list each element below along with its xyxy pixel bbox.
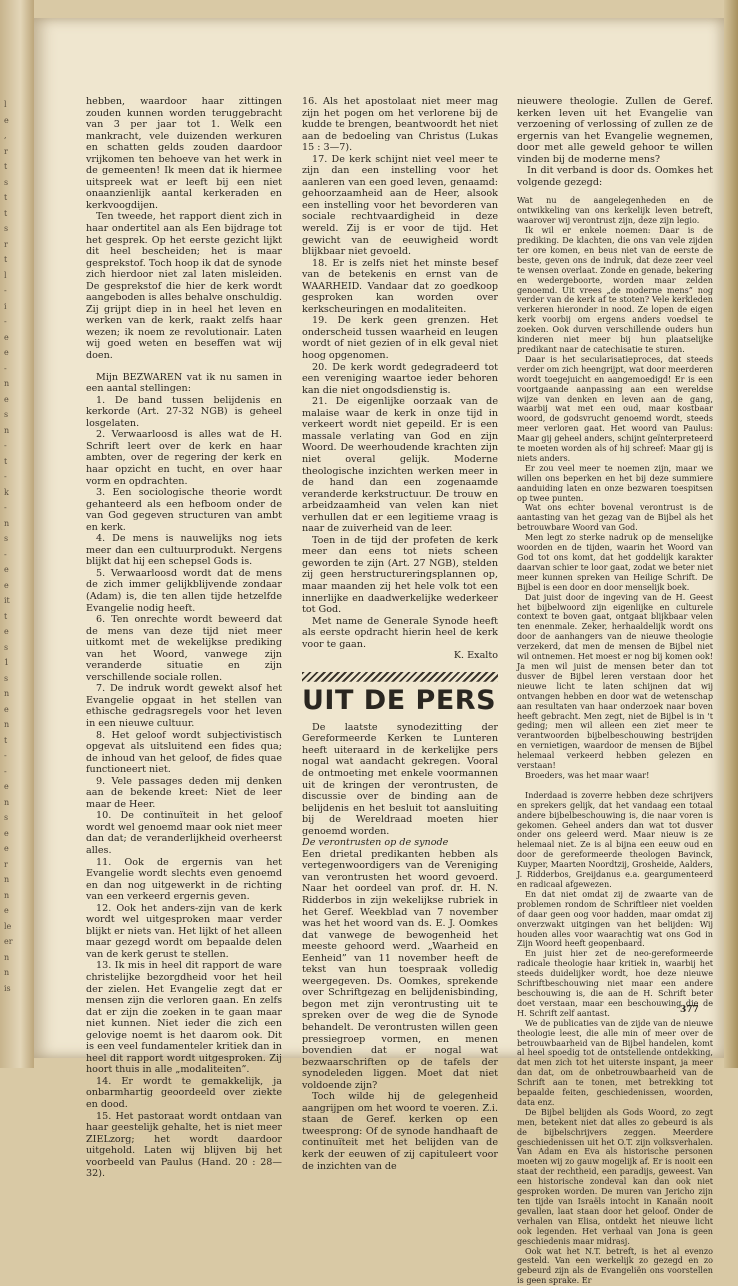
- margin-fragment: is: [4, 983, 11, 993]
- margin-fragment: t: [4, 162, 8, 171]
- paragraph: 19. De kerk geen grenzen. Het onderscheid tussen waarheid en leugen wordt of niet gezien of in elk geval niet hoog opgenomen.: [302, 315, 498, 362]
- section-heading: UIT DE PERS: [302, 684, 497, 716]
- paragraph: De Bijbel belijden als Gods Woord, zo zegt men, betekent niet dat alles zo gebeurd is als de bijbelschrijvers zeggen. Meerdere geschiedenissen uit het O.T. zijn volksverhalen. Van Adam en Eva als historische personen moeten wij zo gauw mogelijk af. Er is nooit een staat der rechtheid, een paradijs, geweest. Van een historische zondeval kan dan ook niet gesproken worden. De muren van Jericho zijn ten tijde van Israëls intocht in Kanaän nooit gevallen, laat staan door het geloof. Onder de verhalen van Elisa, ontdekt het nieuwe licht ook legenden. Het verhaal van Jona is geen geschiedenis maar midrasj.: [517, 1106, 713, 1246]
- column-2: [302, 96, 498, 1172]
- article-end-section: [302, 96, 498, 650]
- paragraph: Er zou veel meer te noemen zijn, maar we willen ons beperken en het bij deze summiere aanduiding laten en onze bezwaren toespitsen op twee punten.: [517, 462, 713, 503]
- paragraph: 3. Een sociologische theorie wordt gehanteerd als een hefboom onder de van God gegeven structuren van ambt en kerk.: [86, 487, 282, 533]
- margin-fragment: t: [4, 611, 8, 621]
- margin-fragment: e: [4, 115, 9, 125]
- margin-fragment: s: [4, 177, 9, 187]
- margin-fragment: s: [4, 813, 9, 822]
- margin-fragment: t: [4, 456, 8, 466]
- paragraph: 6. Ten onrechte wordt beweerd dat de mens van deze tijd niet meer uitkomt met de wekelijkse prediking van het Woord, vanwege zijn veranderde situatie en zijn verschillende sociale rollen.: [86, 614, 282, 683]
- margin-fragment: i: [4, 301, 7, 311]
- margin-fragment: -: [4, 472, 7, 481]
- margin-fragment: e: [4, 332, 9, 342]
- margin-fragment: t: [4, 208, 8, 218]
- paragraph: 17. De kerk schijnt niet veel meer te zijn dan een instelling voor het aanleren van een goed leven, genaamd: gehoorzaamheid aan de Heer, alsook een instelling voor het bevorderen van sociale rechtvaardigheid in deze wereld. Zij is er voor de tijd. Het gewicht van de eeuwigheid wordt blijkbaar niet gevoeld.: [302, 153, 498, 258]
- margin-fragment: n: [4, 890, 10, 900]
- paragraph: We de publicaties van de zijde van de nieuwe theologie leest, die alle min of meer over de betrouwbaarheid van de Bijbel handelen, komt al heel spoedig tot de ontstellende ontdekking, dat men zich tot het uiterste inspant, ja meer dan dat, om de onbetrouwbaarheid van de Schrift aan te tonen, met betrekking tot bepaalde feiten, geschiedenissen, woorden, data enz.: [517, 1017, 713, 1107]
- margin-fragment: r: [4, 859, 8, 869]
- paragraph: 16. Als het apostolaat niet meer mag zijn het pogen om het verlorene bij de kudde te brengen, beantwoordt het niet aan de bedoeling van Christus (Lukas 15 : 3—7).: [302, 96, 498, 154]
- margin-fragment: -: [4, 317, 7, 326]
- paragraph: Een drietal predikanten hebben als vertegenwoordigers van de Vereniging van verontrusten het woord gevoerd. Naar het oordeel van prof. dr. H. N. Ridderbos in zijn wekelijkse rubriek in het Geref. Weekblad van 7 november was het het woord van ds. E. J. Oomkes dat vanwege de bewogenheid het meeste gehoord werd. „Waarheid en Eenheid” van 11 november heeft de tekst van hun toespraak volledig weergegeven. Ds. Oomkes, sprekende over Schriftgezag en belijdenisbinding, begon met zijn verontrusting uit te spreken over de weg die de Synode behandelt. De verontrusten willen geen pressiegroep vormen, en menen bovendien dat er nogal wat bezwaarschriften op de tafels der synodeleden liggen. Moet dat niet voldoende zijn?: [302, 848, 498, 1091]
- margin-fragment: -: [4, 286, 7, 295]
- paragraph: 15. Het pastoraat wordt ontdaan van haar geestelijk gehalte, het is niet meer ZIELzorg; het wordt daardoor uitgehold. Laten wij blijven bij het voorbeeld van Paulus (Hand. 20 : 28—32).: [86, 1110, 282, 1180]
- margin-fragment: r: [4, 146, 8, 156]
- margin-fragment: ,: [4, 131, 7, 140]
- paragraph: 12. Ook het anders-zijn van de kerk wordt wel uitgesproken maar verder blijkt er niets van. Het lijkt of het alleen maar gezegd wordt om bepaalde delen van de kerk gerust te stellen.: [86, 902, 282, 960]
- margin-fragment: it: [4, 596, 10, 605]
- margin-fragment: n: [4, 968, 10, 977]
- paragraph: Toch wilde hij de gelegenheid aangrijpen om het woord te voeren. Z.i. staan de Geref. kerken op een tweesprong: Of de synode handhaaft de continuïteit met het belijden van de kerk der eeuwen of zij capituleert voor de inzichten van de: [302, 1091, 498, 1172]
- quoted-speech: [517, 196, 713, 1286]
- margin-fragment: n: [4, 518, 10, 528]
- margin-fragment: n: [4, 379, 10, 388]
- margin-fragment: e: [4, 348, 9, 357]
- margin-fragment: -: [4, 363, 7, 373]
- margin-fragment: s: [4, 224, 9, 233]
- margin-fragment: 1: [4, 658, 10, 667]
- paragraph: 1. De band tussen belijdenis en kerkorde (Art. 27-32 NGB) is geheel losgelaten.: [86, 394, 282, 429]
- margin-fragment: t: [4, 735, 8, 745]
- paragraph: 4. De mens is nauwelijks nog iets meer dan een cultuurprodukt. Nergens blijkt dat hij een schepsel Gods is.: [86, 533, 282, 568]
- paragraph: 21. De eigenlijke oorzaak van de malaise waar de kerk in onze tijd in verkeert wordt niet gepeild. Er is een massale verlating van God en zijn Woord. De weerhoudende krachten zijn niet overal gelijk. Moderne theologische inzichten werken meer in de hand dan een zogenaamde veranderde kerkstructuur. De trouw en arbeidzaamheid van velen kan niet verhullen dat er een legitieme vraag is naar de zuiverheid van de leer.: [302, 396, 498, 535]
- paragraph: In dit verband is door ds. Oomkes het volgende gezegd:: [517, 165, 713, 188]
- margin-fragment: -: [4, 751, 7, 760]
- margin-fragment: e: [4, 844, 9, 853]
- paragraph: 2. Verwaarloosd is alles wat de H. Schrift leert over de kerk en haar ambten, over de regering der kerk en haar opzicht en tucht, en over haar vorm en opdrachten.: [86, 429, 282, 487]
- paragraph: 7. De indruk wordt gewekt alsof het Evangelie opgaat in het stellen van ethische gedragsregels voor het leven in een nieuwe cultuur.: [86, 683, 282, 729]
- paragraph: Ik wil er enkele noemen: Daar is de prediking. De klachten, die ons van vele zijden ter ore komen, en beus niet van de eerste de beste, geven ons de indruk, dat deze zeer veel te wensen overlaat. Zonde en genade, bekering en wedergeboorte, worden maar zelden genoemd. Uit vrees „de moderne mens” nog verder van de kerk af te stoten? Vele kerkleden verkeren hieronder in nood. Ze lopen de eigen kerk voorbij om ergens anders voedsel te zoeken. Ook durven verschillende ouders hun kinderen niet meer bij hun plaatselijke predikant naar de catechisatie te sturen.: [517, 225, 713, 354]
- margin-fragment: e: [4, 394, 9, 404]
- margin-fragment: er: [4, 937, 13, 946]
- margin-fragment: -: [4, 503, 7, 512]
- margin-fragment: s: [4, 642, 9, 652]
- paragraph: 20. De kerk wordt gedegradeerd tot een vereniging waartoe ieder behoren kan die niet ongodsdienstig is.: [302, 361, 498, 396]
- press-intro: De laatste synodezitting der Gereformeerde Kerken te Lunteren heeft uiteraard in de kerkelijke pers nogal wat aandacht gekregen. Vooral de ontmoeting met enkele voormannen uit de kringen der verontrusten, de discussie over de binding aan de belijdenis en het besluit tot aansluiting bij de Wereldraad moeten hier genoemd worden.: [302, 721, 498, 837]
- paragraph: Wat nu de aangelegenheden en de ontwikkeling van ons kerkelijk leven betreft, waarover wij verontrust zijn, deze zijn legio.: [517, 195, 713, 226]
- paragraph: 18. Er is zelfs niet het minste besef van de betekenis en ernst van de WAARHEID. Vandaar dat zo goedkoop gesproken kan worden over kerkscheuringen en modaliteiten.: [302, 257, 498, 315]
- paragraph: Mijn BEZWAREN vat ik nu samen in een aantal stellingen:: [86, 371, 282, 395]
- paragraph: Inderdaad is zoverre hebben deze schrijvers en sprekers gelijk, dat het vandaag een totaal andere bijbelbeschouwing is, die naar voren is gekomen. Geheel anders dan wat tot dusver onder ons geleerd werd. Maar nieuw is ze helemaal niet. Ze is al bijna een eeuw oud en door de gereformeerde theologen Bavinck, Kuyper, Maarten Noordtzij, Grosheide, Aalders, J. Ridderbos, Greijdanus e.a. geargumenteerd en radicaal afgewezen.: [517, 789, 713, 889]
- paragraph: Dat juist door de ingeving van de H. Geest het bijbelwoord zijn eigenlijke en culturele context te boven gaat, ontgaat blijkbaar velen ten enenmale. Zeker, herhaaldelijk wordt ons door de aanhangers van de nieuwe theologie verzekerd, dat men de mensen de Bijbel niet wil ontnemen. Het moest er nog bij komen ook! Ja men wil juist de mensen beter dan tot dusver de Bijbel leren verstaan door het nieuwe licht te laten schijnen dat wij ontvangen hebben en door wat de wetenschap aan resultaten van haar onderzoek naar boven heeft gebracht. Men zegt, niet de Bijbel is in 't geding; men wil alleen een ziet meer te verantwoorden bijbelbeschouwing bestrijden en vernietigen, waardoor de mensen de Bijbel helemaal verkeerd hebben gelezen en verstaan!: [517, 591, 713, 771]
- margin-fragment: s: [4, 673, 9, 683]
- page-number: 377: [680, 1005, 699, 1015]
- paragraph: nieuwere theologie. Zullen de Geref. kerken leven uit het Evangelie van verzoening of verlossing of zullen ze de ergernis van het Evangelie wegnemen, door met alle geweld gehoor te willen vinden bij de moderne mens?: [517, 96, 713, 165]
- margin-fragment: e: [4, 828, 9, 838]
- margin-fragment: t: [4, 193, 8, 202]
- right-page-edge: [724, 0, 738, 1068]
- paragraph: 5. Verwaarloosd wordt dat de mens de zich immer gelijkblijvende zondaar (Adam) is, die ten allen tijde hetzelfde Evangelie nodig heeft.: [86, 567, 282, 614]
- paragraph: Ten tweede, het rapport dient zich in haar ondertitel aan als Een bijdrage tot het gesprek. Op het eerste gezicht lijkt dit heel bescheiden; het is maar gesprekstof. Toch hoop ik dat de synode zich hierdoor niet zal laten misleiden. De gesprekstof die hier de kerk wordt aangeboden is alles behalve onschuldig. Zij grijpt diep in in heel het leven en werken van de kerk, raakt zelfs haar wezen; ik noem ze revolutionair. Laten wij goed weten en beseffen wat wij doen.: [86, 211, 282, 362]
- column-3-intro: [517, 96, 713, 188]
- margin-fragment: s: [4, 410, 9, 419]
- left-page-gutter: [0, 0, 34, 1068]
- margin-fragment: k: [4, 487, 9, 497]
- paragraph: 11. Ook de ergernis van het Evangelie wordt slechts even genoemd en dan nog uitgewerkt in de richting van een verkeerd ergernis geven.: [86, 856, 282, 903]
- margin-fragment: s: [4, 534, 9, 543]
- margin-fragment: -: [4, 766, 7, 776]
- column-1: [86, 96, 282, 1180]
- margin-fragment: e: [4, 580, 9, 590]
- margin-fragment: n: [4, 425, 10, 435]
- margin-fragment: -: [4, 441, 7, 450]
- paragraph: Wat ons echter bovenal verontrust is de aantasting van het gezag van de Bijbel als het betrouwbare Woord van God.: [517, 502, 713, 533]
- paragraph: Daar is het secularisatieproces, dat steeds verder om zich heengrijpt, wat door meerderen wordt toegejuicht en aangemoedigd! Er is een voortgaande aanpassing aan een wereldse wijze van denken en leven aan de gang, waarbij wat met een oud, maar kostbaar woord, de godsvrucht genoemd wordt, steeds meer verloren gaat. Het woord van Paulus: Maar gij geheel anders, schijnt geïnterpreteerd te moeten worden als of hij schreef: Maar gij is niets anders.: [517, 353, 713, 463]
- decorative-divider: [302, 672, 498, 682]
- paragraph: Ook wat het N.T. betreft, is het al evenzo gesteld. Van een werkelijk zo gezegd en zo gebeurd zijn als de Evangeliën ons voorstellen is geen sprake. Er: [517, 1245, 713, 1286]
- margin-fragment: e: [4, 906, 9, 915]
- author-signature: K. Exalto: [453, 650, 498, 662]
- column-3: [517, 96, 713, 1286]
- margin-fragment: e: [4, 782, 9, 791]
- paragraph: Met name de Generale Synode heeft als eerste opdracht hierin heel de kerk voor te gaan.: [302, 615, 498, 650]
- margin-fragment: e: [4, 565, 9, 574]
- paragraph: 9. Vele passages deden mij denken aan de bekende kreet: Niet de leer maar de Heer.: [86, 775, 282, 810]
- paragraph: 13. Ik mis in heel dit rapport de ware christelijke bezorgdheid voor het heil der zielen. Het Evangelie zegt dat er mensen zijn die verloren gaan. En zelfs dat er zijn die zoeken in te gaan maar niet kunnen. Niet ieder die zich een gelovige noemt is het daarom ook. Dit is een veel fundamenteler kritiek dan in heel dit rapport wordt uitgesproken. Zij hoort thuis in alle „modaliteiten”.: [86, 960, 282, 1076]
- margin-fragment: n: [4, 797, 10, 807]
- margin-fragment: l: [4, 270, 7, 280]
- subheading: De verontrusten op de synode: [302, 837, 449, 849]
- paragraph: Men legt zo sterke nadruk op de menselijke woorden en de tijden, waarin het Woord van God tot ons komt, dat het goddelijk karakter daarvan schier te loor gaat, zodat we beter niet meer kunnen spreken van Heilige Schrift. De Bijbel is een door en door menselijk boek.: [517, 532, 713, 592]
- press-body: [302, 849, 498, 1172]
- margin-fragment: r: [4, 239, 8, 249]
- margin-fragment: e: [4, 704, 9, 714]
- paragraph: Toen in de tijd der profeten de kerk meer dan eens tot niets scheen geworden te zijn (Art. 27 NGB), stelden zij geen herstructureringsplannen op, maar maanden zij het hele volk tot een innerlijke en daadwerkelijke wederkeer tot God.: [302, 534, 498, 616]
- paragraph: 14. Er wordt te gemakkelijk, ja onbarmhartig geoordeeld over ziekte en dood.: [86, 1075, 282, 1111]
- margin-fragment: t: [4, 255, 8, 264]
- margin-fragment: l: [4, 100, 7, 109]
- margin-fragment: n: [4, 875, 10, 884]
- paragraph: 10. De continuïteit in het geloof wordt wel genoemd maar ook niet meer dan dat; de veranderlijkheid overheerst alles.: [86, 810, 282, 856]
- paragraph: En dat niet omdat zij de zwaarte van de problemen rondom de Schriftleer niet voelden of daar geen oog voor hadden, maar omdat zij onverzwakt uitgingen van het belijden: Wij houden alles voor waarachtig wat ons God in Zijn Woord heeft geopenbaard.: [517, 888, 713, 949]
- paragraph: En juist hier zet de neo-gereformeerde radicale theologie haar kritiek in, waarbij het steeds duidelijker wordt, hoe deze nieuwe Schriftbeschouwing niet maar een andere beschouwing is, die aan de H. Schrift beter doet verstaan, maar een beschouwing die de H. Schrift zelf aantast.: [517, 948, 713, 1018]
- margin-fragment: n: [4, 689, 10, 698]
- paragraph: 8. Het geloof wordt subjectivistisch opgevat als uitsluitend een fides qua; de inhoud van het geloof, de fides quae functioneert niet.: [86, 729, 282, 776]
- paragraph: Broeders, was het maar waar!: [525, 769, 650, 780]
- margin-fragment: e: [4, 627, 9, 636]
- margin-fragment: n: [4, 952, 10, 962]
- margin-fragment: -: [4, 549, 7, 559]
- margin-fragment: le: [4, 921, 12, 931]
- paragraph: hebben, waardoor haar zittingen zouden kunnen worden teruggebracht van 3 per jaar tot 1. Welk een mankracht, vele duizenden werkuren en schatten gelds zouden daardoor vrijkomen ten behoeve van het werk in de gemeenten! Ik meen dat ik hiermee uitspreek wat er leeft bij een niet onaanzienlijk aantal kerkeraden en kerkvoogdijen.: [86, 96, 282, 211]
- margin-fragment: n: [4, 720, 10, 729]
